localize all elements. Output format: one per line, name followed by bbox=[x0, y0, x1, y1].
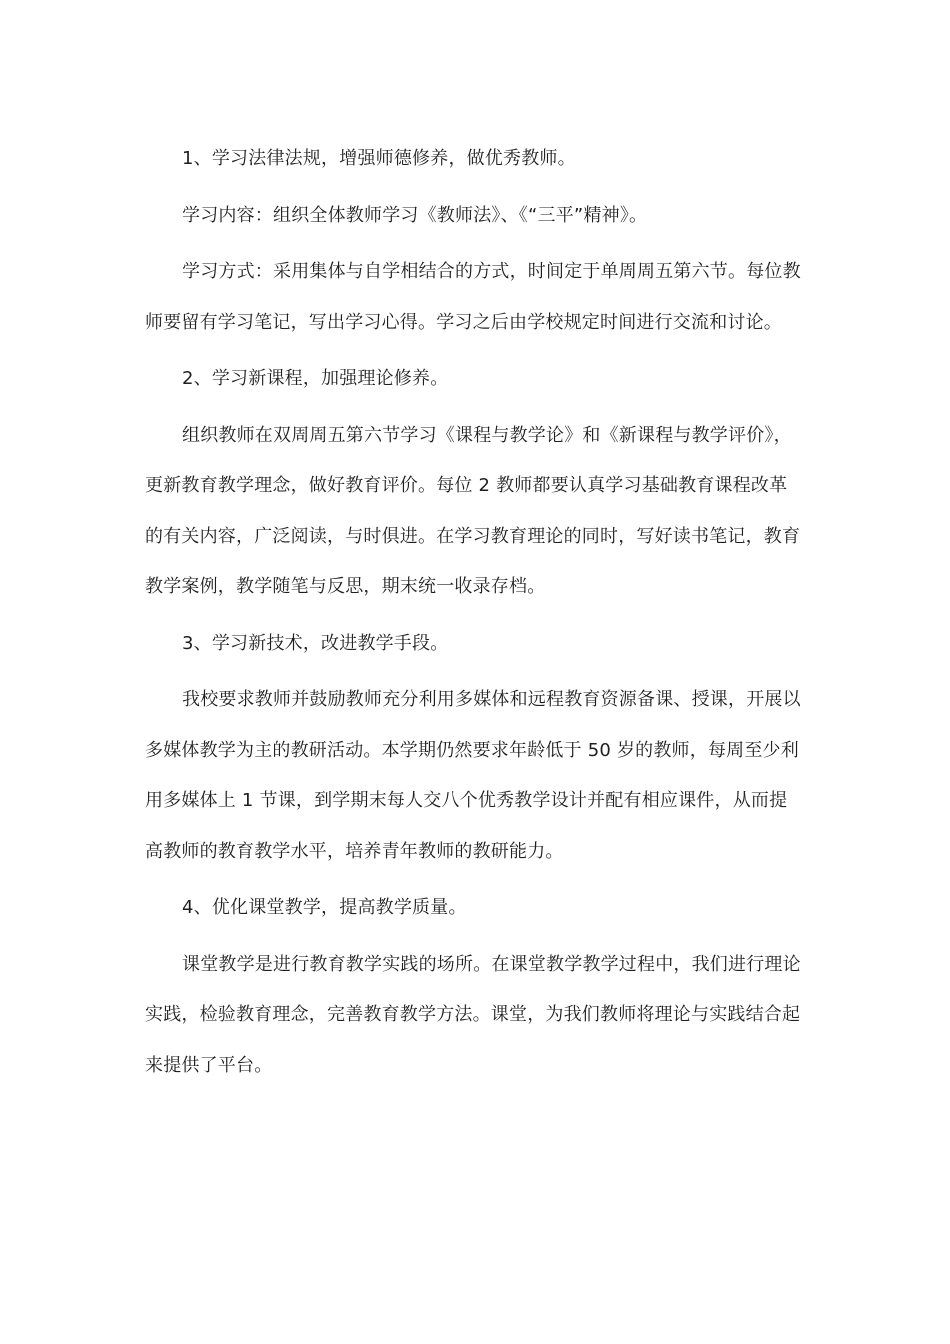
paragraph-multimedia: 我校要求教师并鼓励教师充分利用多媒体和远程教育资源备课、授课，开展以多媒体教学为主的教研活动。本学期仍然要求年龄低于 50 岁的教师，每周至少利用多媒体上 1 节课，到学期末每人交八个优秀教学设计并配有相应课件，从而提高教师的教育教学水平，培养青年教师的教研能力。 bbox=[145, 689, 801, 862]
document-body bbox=[145, 134, 805, 1091]
paragraph-classroom-practice: 课堂教学是进行教育教学实践的场所。在课堂教学教学过程中，我们进行理论实践，检验教育理念，完善教育教学方法。课堂，为我们教师将理论与实践结合起来提供了平台。 bbox=[145, 953, 801, 1076]
heading-4-classroom-teaching: 4、优化课堂教学，提高教学质量。 bbox=[182, 897, 467, 918]
paragraph-study-content: 学习内容：组织全体教师学习《教师法》、《“三平”精神》。 bbox=[182, 204, 648, 226]
heading-3-new-technology: 3、学习新技术，改进教学手段。 bbox=[182, 632, 449, 654]
heading-1-law-ethics: 1、学习法律法规，增强师德修养，做优秀教师。 bbox=[182, 148, 576, 169]
paragraph-study-method: 学习方式：采用集体与自学相结合的方式，时间定于单周周五第六节。每位教师要留有学习笔记，写出学习心得。学习之后由学校规定时间进行交流和讨论。 bbox=[145, 261, 801, 333]
paragraph-curriculum-study: 组织教师在双周周五第六节学习《课程与教学论》和《新课程与教学评价》，更新教育教学理念，做好教育评价。每位 2 教师都要认真学习基础教育课程改革的有关内容，广泛阅读，与时俱进。在学习教育理论的同时，写好读书笔记，教育教学案例，教学随笔与反思，期末统一收录存档。 bbox=[145, 424, 801, 597]
heading-2-new-curriculum: 2、学习新课程，加强理论修养。 bbox=[182, 368, 449, 389]
